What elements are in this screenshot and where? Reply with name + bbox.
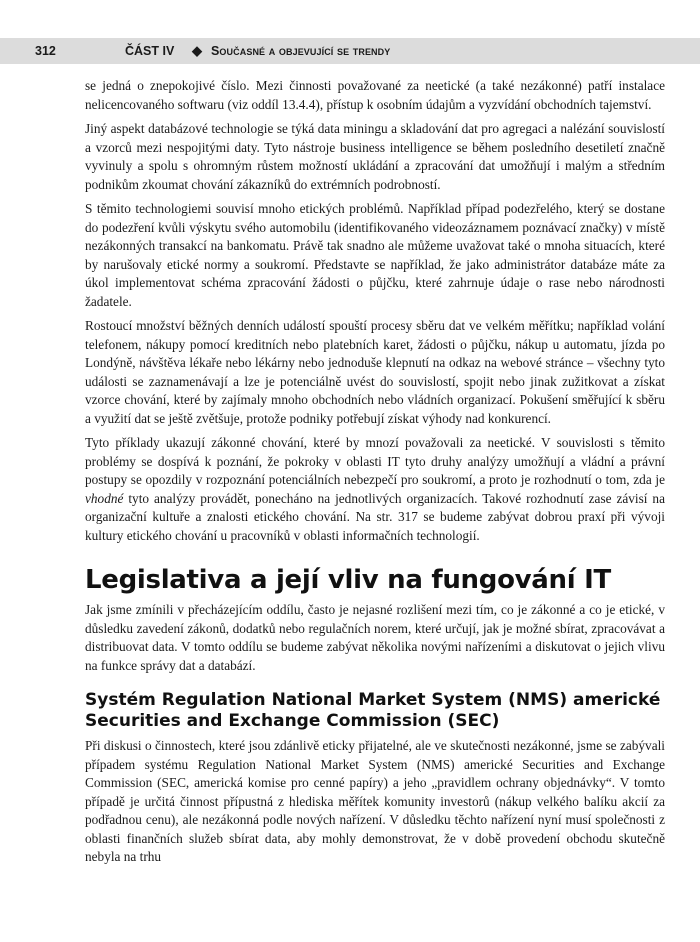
page-body	[85, 77, 665, 873]
paragraph	[85, 434, 665, 545]
paragraph-text: Tyto příklady ukazují zákonné chování, které by mnozí považovali za neetické. V souvislosti s těmito problémy se dospívá k poznání, že pokroky v oblasti IT tyto druhy analýzy umožňují a vládní a právní postupy se opozdily v rozpoznání potenciálních nebezpečí pro soukromí, a proto je rozhodnutí o tom, zda je	[85, 435, 665, 487]
chapter-title: Současné a objevující se trendy	[211, 44, 391, 58]
paragraph: Jak jsme zmínili v přecházejícím oddílu, často je nejasné rozlišení mezi tím, co je zákonné a co je etické, v důsledku zavedení zákonů, dodatků nebo regulačních norem, které určují, jak je možné sbírat, zpracovávat a distribuovat data. V tomto oddílu se budeme zabývat několika novými nařízeními a diskutovat o jejich vlivu na funkce správy dat a databází.	[85, 602, 665, 673]
part-label: ČÁST IV	[125, 44, 175, 58]
diamond-separator-icon: ◆	[192, 43, 202, 58]
paragraph: Při diskusi o činnostech, které jsou zdánlivě eticky přijatelné, ale ve skutečnosti nezákonné, jsme se zabývali případem systému Regulation National Market System (NMS) americké Securities and Exchange Commission (SEC, americká komise pro cenné papíry) a jeho „pravidlem ochrany objednávky“. V tomto případě je určitá činnost přípustná z hlediska měřítek komunity investorů (nákup velkého balíku akcií za podřadnou cenu), ale nezákonná podle nových nařízení. V důsledku těchto nařízení nyní musí společnosti z oblasti finančních služeb sbírat data, aby mohly demonstrovat, že v době provedení obchodu skutečně nebyla na trhu	[85, 738, 665, 864]
subsection-heading: Systém Regulation National Market System (NMS) americké Securities and Exchange Commission (SEC)	[85, 690, 661, 731]
paragraph: Rostoucí množství běžných denních událostí spouští procesy sběru dat ve velkém měřítku; například volání telefonem, nákupy pomocí kreditních nebo platebních karet, žádosti o půjčku, nákup u automatu, jízda po Londýně, návštěva lékaře nebo lékárny nebo jednoduše klepnutí na odkaz na webové stránce – všechny tyto události se zaznamenávají a lze je potenciálně uvést do souvislostí, spojit nebo jinak zužitkovat a získat vzorce chování, které by zajímaly mnoho obchodních nebo vládních organizací. Pokušení směřující k sběru a využití dat se ještě zvětšuje, protože podniky potřebují získat výhody nad konkurencí.	[85, 318, 665, 426]
emphasis-text: vhodné	[85, 490, 124, 506]
running-header	[0, 38, 700, 64]
paragraph-text: tyto analýzy provádět, ponecháno na jednotlivých organizacích. Takové rozhodnutí zase závisí na organizační kultuře a znalosti etického chování. Na str. 317 se budeme zabývat dobrou praxí při vývoji kultury etického chování u pracovníků v oblasti informačních technologií.	[85, 490, 665, 543]
section-heading: Legislativa a její vliv na fungování IT	[85, 565, 611, 595]
paragraph: S těmito technologiemi souvisí mnoho etických problémů. Například případ podezřelého, který se dostane do podezření kvůli výskytu svého automobilu (identifikovaného videozáznamem poznávací značky) v místě nezákonných transakcí na bankomatu. Právě tak snadno ale můžeme uvažovat také o mnoha situacích, které by narušovaly etické normy a soukromí. Představte se například, že jako administrátor databáze máte za úkol implementovat schéma zpracování žádosti o půjčku, které zahrnuje údaje o rase nebo národnosti žadatele.	[85, 201, 665, 309]
paragraph: se jedná o znepokojivé číslo. Mezi činnosti považované za neetické (a také nezákonné) patří instalace nelicencovaného softwaru (viz oddíl 13.4.4), přístup k osobním údajům a vyzvídání obchodních tajemství.	[85, 78, 665, 112]
page-number: 312	[35, 44, 56, 58]
paragraph: Jiný aspekt databázové technologie se týká data miningu a skladování dat pro agregaci a nalézání souvislostí a vzorců mezi nespojitými daty. Tyto nástroje business intelligence se během posledního desetiletí značně vyvinuly a spolu s ohromným růstem možností ukládání a zpracování dat umožňují i malým a středním podnikům zkoumat chování zákazníků do extrémních podrobností.	[85, 121, 665, 192]
